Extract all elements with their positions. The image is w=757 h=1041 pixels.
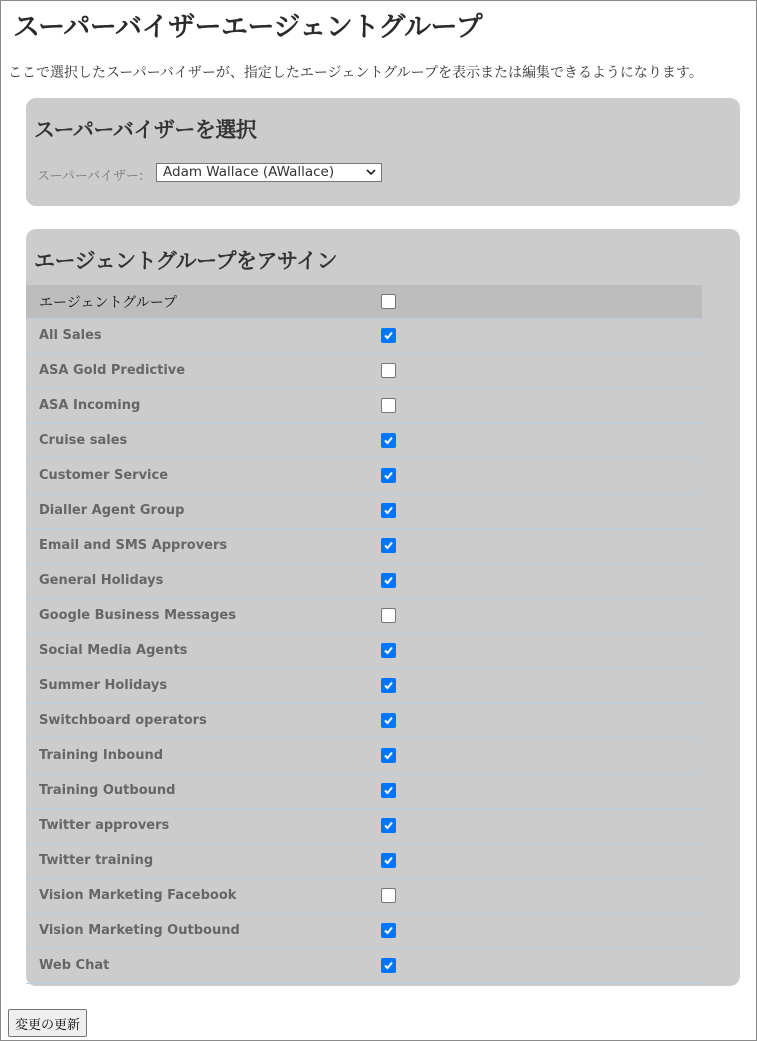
table-row xyxy=(26,949,702,984)
agent-group-name: Switchboard operators xyxy=(39,713,207,728)
table-row xyxy=(26,914,702,949)
checkmark-icon xyxy=(383,750,394,761)
page-title: スーパーバイザーエージェントグループ xyxy=(13,12,483,43)
supervisor-label: スーパーバイザー: xyxy=(37,169,144,184)
agent-group-checkbox[interactable] xyxy=(381,328,396,343)
table-row xyxy=(26,704,702,739)
checkmark-icon xyxy=(383,505,394,516)
agent-group-checkbox[interactable] xyxy=(381,678,396,693)
agent-group-name: All Sales xyxy=(39,328,102,343)
table-header xyxy=(26,285,702,319)
table-row xyxy=(26,529,702,564)
agent-group-name: Twitter approvers xyxy=(39,818,170,833)
table-row xyxy=(26,459,702,494)
agent-group-checkbox[interactable] xyxy=(381,363,396,378)
table-row xyxy=(26,669,702,704)
checkmark-icon xyxy=(383,680,394,691)
agent-group-checkbox[interactable] xyxy=(381,398,396,413)
checkmark-icon xyxy=(383,715,394,726)
supervisor-panel xyxy=(26,98,740,206)
agent-group-checkbox[interactable] xyxy=(381,713,396,728)
agent-group-name: Email and SMS Approvers xyxy=(39,538,228,553)
agent-group-checkbox[interactable] xyxy=(381,853,396,868)
column-header-agent-group: エージェントグループ xyxy=(39,295,178,311)
agent-group-checkbox[interactable] xyxy=(381,538,396,553)
table-row xyxy=(26,564,702,599)
table-row xyxy=(26,354,702,389)
table-row xyxy=(26,739,702,774)
checkmark-icon xyxy=(383,435,394,446)
agent-group-checkbox[interactable] xyxy=(381,503,396,518)
agent-group-name: Customer Service xyxy=(39,468,169,483)
table-row xyxy=(26,424,702,459)
table-row xyxy=(26,319,702,354)
agent-group-name: Social Media Agents xyxy=(39,643,188,658)
agent-group-checkbox[interactable] xyxy=(381,573,396,588)
agent-group-checkbox[interactable] xyxy=(381,818,396,833)
page-description: ここで選択したスーパーバイザーが、指定したエージェントグループを表示または編集できるようになります。 xyxy=(8,65,703,81)
checkmark-icon xyxy=(383,960,394,971)
agent-group-name: Summer Holidays xyxy=(39,678,168,693)
table-row xyxy=(26,809,702,844)
agent-group-checkbox[interactable] xyxy=(381,433,396,448)
agent-group-name: Dialler Agent Group xyxy=(39,503,185,518)
table-row xyxy=(26,844,702,879)
checkmark-icon xyxy=(383,575,394,586)
supervisor-panel-title: スーパーバイザーを選択 xyxy=(34,118,257,142)
agent-group-name: Web Chat xyxy=(39,958,110,973)
agent-group-checkbox[interactable] xyxy=(381,923,396,938)
agent-group-name: Twitter training xyxy=(39,853,154,868)
update-button[interactable]: 変更の更新 xyxy=(8,1009,87,1037)
agent-group-name: ASA Incoming xyxy=(39,398,141,413)
agent-groups-panel-title: エージェントグループをアサイン xyxy=(34,249,338,273)
checkmark-icon xyxy=(383,645,394,656)
agent-group-name: Training Inbound xyxy=(39,748,164,763)
checkmark-icon xyxy=(383,820,394,831)
agent-group-name: General Holidays xyxy=(39,573,164,588)
table-row xyxy=(26,879,702,914)
checkmark-icon xyxy=(383,855,394,866)
agent-group-checkbox[interactable] xyxy=(381,608,396,623)
agent-groups-table xyxy=(26,285,702,984)
agent-group-name: Vision Marketing Outbound xyxy=(39,923,240,938)
agent-group-name: Google Business Messages xyxy=(39,608,236,623)
supervisor-select[interactable] xyxy=(156,163,382,182)
table-row xyxy=(26,494,702,529)
agent-group-checkbox[interactable] xyxy=(381,643,396,658)
checkmark-icon xyxy=(383,785,394,796)
chevron-down-icon xyxy=(366,169,376,176)
select-all-checkbox[interactable] xyxy=(381,294,396,309)
table-row xyxy=(26,389,702,424)
agent-group-name: ASA Gold Predictive xyxy=(39,363,186,378)
agent-group-name: Vision Marketing Facebook xyxy=(39,888,237,903)
table-row xyxy=(26,599,702,634)
checkmark-icon xyxy=(383,925,394,936)
agent-group-checkbox[interactable] xyxy=(381,958,396,973)
table-row xyxy=(26,774,702,809)
checkmark-icon xyxy=(383,470,394,481)
checkmark-icon xyxy=(383,540,394,551)
agent-group-rows xyxy=(26,319,702,984)
agent-group-checkbox[interactable] xyxy=(381,468,396,483)
checkmark-icon xyxy=(383,330,394,341)
agent-groups-panel xyxy=(26,229,740,986)
supervisor-select-value: Adam Wallace (AWallace) xyxy=(163,164,335,180)
agent-group-name: Cruise sales xyxy=(39,433,128,448)
agent-group-checkbox[interactable] xyxy=(381,783,396,798)
table-row xyxy=(26,634,702,669)
agent-group-checkbox[interactable] xyxy=(381,888,396,903)
agent-group-checkbox[interactable] xyxy=(381,748,396,763)
agent-group-name: Training Outbound xyxy=(39,783,176,798)
